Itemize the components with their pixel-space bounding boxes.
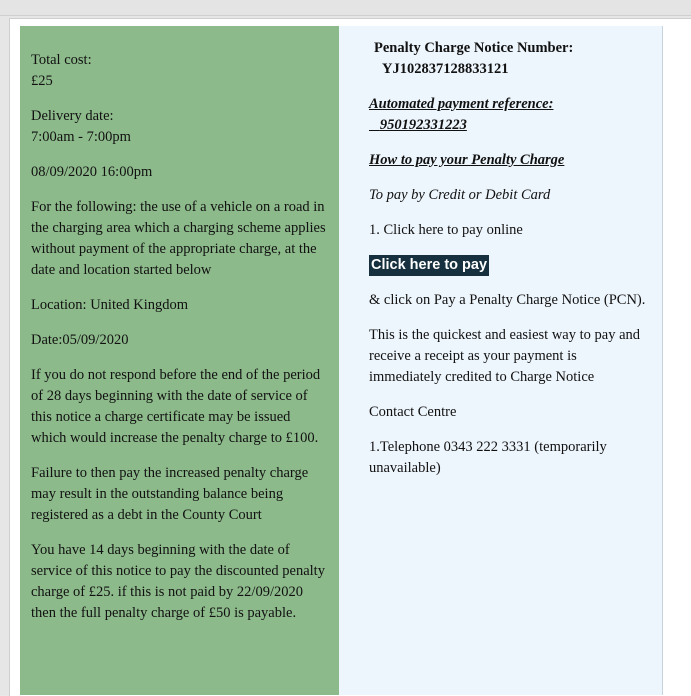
card-payment-text: To pay by Credit or Debit Card [369,187,551,203]
notice-details-panel [20,26,339,695]
location: Location: United Kingdom [31,297,189,313]
discount-notice: You have 14 days beginning with the date of service of this notice to pay the discounted penalty charge of £25. if this is not paid by 22/09/2020 then the full penalty charge of £50 is payable. [31,542,325,621]
how-to-pay-heading: How to pay your Penalty Charge [369,152,565,168]
failure-warning: Failure to then pay the increased penalty charge may result in the outstanding balance being registered as a debt in the County Court [31,465,309,523]
payment-reference-label: Automated payment reference: [369,96,554,112]
payment-reference [369,94,650,136]
payment-reference-number: 950192331223 [379,117,467,133]
pcn-number: YJ102837128833121 [382,61,509,77]
total-cost-value: £25 [31,73,53,89]
click-pcn-text: & click on Pay a Penalty Charge Notice (PCN). [369,292,646,308]
respond-warning: If you do not respond before the end of the period of 28 days beginning with the date of service of this notice a charge certificate may be issued which would increase the penalty charge to £100. [31,367,321,446]
delivery-date-label: Delivery date: [31,108,114,124]
payment-reference-value [369,117,467,133]
payment-panel [339,26,663,695]
telephone-info: 1.Telephone 0343 222 3331 (temporarily unavailable) [369,439,607,476]
notice-datetime: 08/09/2020 16:00pm [31,164,153,180]
top-bar [0,0,691,16]
delivery-date-value: 7:00am - 7:00pm [31,129,131,145]
step-one: 1. Click here to pay online [369,222,523,238]
offence-date: Date:05/09/2020 [31,332,129,348]
pcn-block [374,38,650,80]
quickest-way-text: This is the quickest and easiest way to pay and receive a receipt as your payment is immediately credited to Charge Notice [369,327,641,385]
delivery-date [31,106,327,148]
total-cost [31,50,327,92]
offence-description: For the following: the use of a vehicle on a road in the charging area which a charging scheme applies without payment of the appropriate charge, at the date and location started below [31,199,326,278]
pcn-label: Penalty Charge Notice Number: [374,40,574,56]
total-cost-label: Total cost: [31,52,92,68]
pay-button-row [369,255,650,276]
contact-centre: Contact Centre [369,404,457,420]
pay-online-button[interactable]: Click here to pay [369,255,489,276]
